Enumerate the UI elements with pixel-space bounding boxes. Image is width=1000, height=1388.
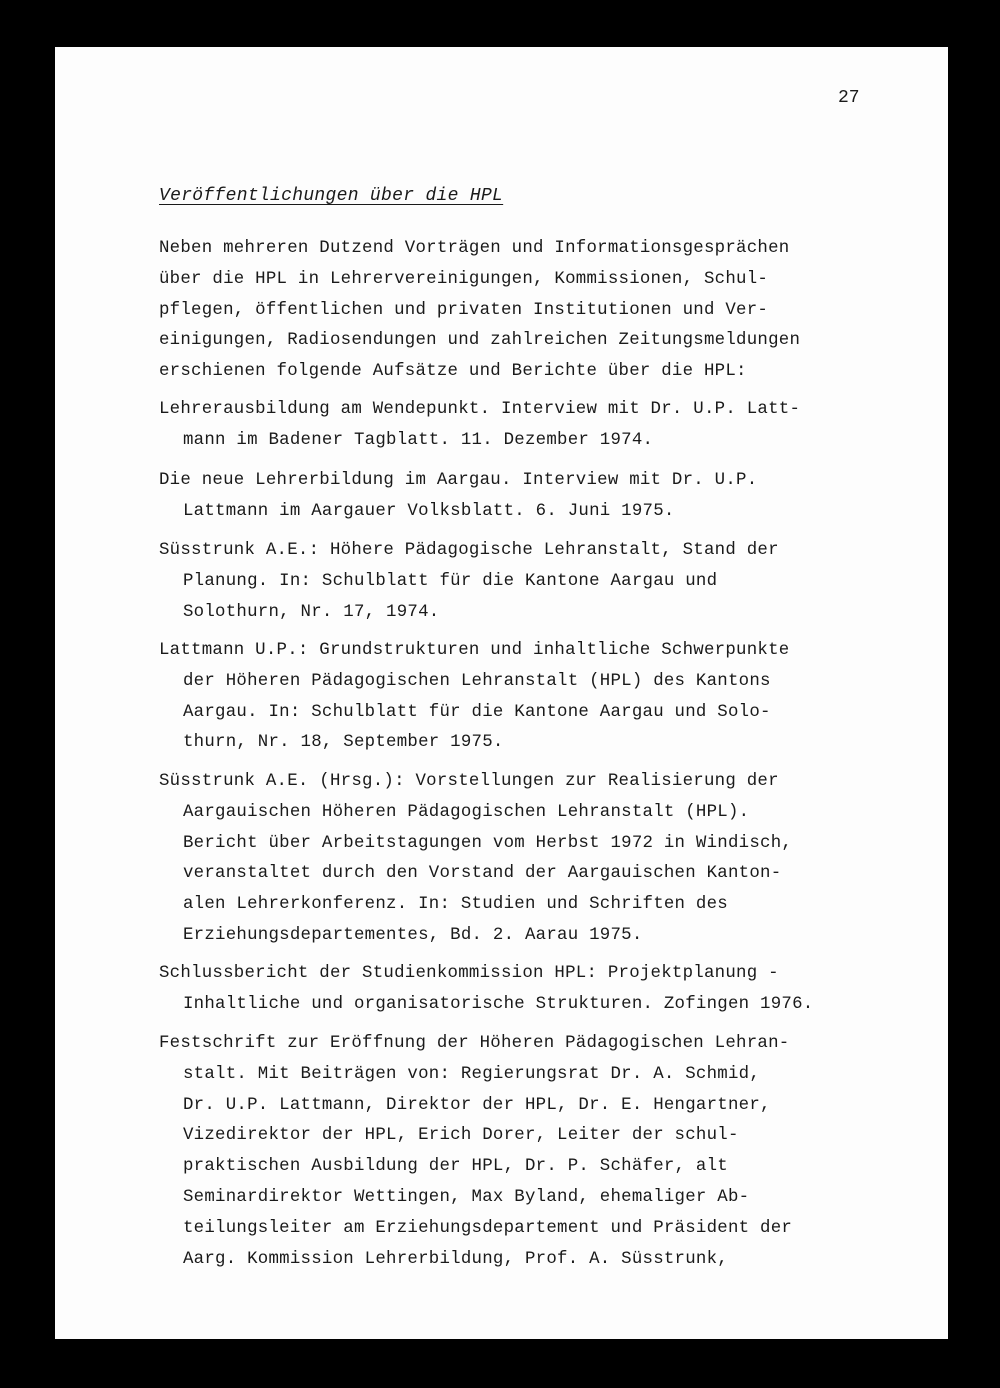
reference-line: alen Lehrerkonferenz. In: Studien und Schriften des xyxy=(183,895,728,915)
reference-line: Schlussbericht der Studienkommission HPL: Projektplanung - xyxy=(159,964,779,983)
reference-entry xyxy=(159,767,879,952)
reference-line: Aarg. Kommission Lehrerbildung, Prof. A. Süsstrunk, xyxy=(183,1249,728,1269)
reference-entry xyxy=(159,636,879,759)
reference-line: Vizedirektor der HPL, Erich Dorer, Leiter der schul- xyxy=(183,1126,739,1146)
page-number: 27 xyxy=(838,88,860,108)
intro-line: pflegen, öffentlichen und privaten Institutionen und Ver- xyxy=(159,300,769,320)
reference-line: stalt. Mit Beiträgen von: Regierungsrat Dr. A. Schmid, xyxy=(183,1064,761,1084)
reference-line: Planung. In: Schulblatt für die Kantone Aargau und xyxy=(183,571,718,591)
reference-entry xyxy=(159,959,879,1021)
reference-line: Süsstrunk A.E.: Höhere Pädagogische Lehranstalt, Stand der xyxy=(159,541,779,560)
reference-line: Solothurn, Nr. 17, 1974. xyxy=(183,602,440,622)
reference-line: der Höheren Pädagogischen Lehranstalt (HPL) des Kantons xyxy=(183,671,771,691)
reference-entry xyxy=(159,1029,879,1275)
reference-line: Seminardirektor Wettingen, Max Byland, ehemaliger Ab- xyxy=(183,1187,750,1207)
reference-line: veranstaltet durch den Vorstand der Aargauischen Kanton- xyxy=(183,864,782,884)
reference-line: Süsstrunk A.E. (Hrsg.): Vorstellungen zur Realisierung der xyxy=(159,772,779,791)
reference-line: Festschrift zur Eröffnung der Höheren Pädagogischen Lehran- xyxy=(159,1034,790,1053)
reference-entry xyxy=(159,466,879,528)
reference-line: Dr. U.P. Lattmann, Direktor der HPL, Dr. E. Hengartner, xyxy=(183,1095,771,1115)
reference-line: mann im Badener Tagblatt. 11. Dezember 1974. xyxy=(183,430,654,450)
intro-paragraph xyxy=(159,234,879,388)
reference-line: thurn, Nr. 18, September 1975. xyxy=(183,733,504,753)
reference-line: Die neue Lehrerbildung im Aargau. Interview mit Dr. U.P. xyxy=(159,471,758,490)
scan-margin-mark xyxy=(44,955,47,985)
reference-entry xyxy=(159,395,879,457)
intro-line: Neben mehreren Dutzend Vorträgen und Informationsgesprächen xyxy=(159,239,790,258)
reference-line: Lattmann im Aargauer Volksblatt. 6. Juni 1975. xyxy=(183,501,675,521)
intro-line: einigungen, Radiosendungen und zahlreichen Zeitungsmeldungen xyxy=(159,331,801,351)
reference-line: Aargau. In: Schulblatt für die Kantone Aargau und Solo- xyxy=(183,702,771,722)
reference-entry xyxy=(159,536,879,628)
reference-line: praktischen Ausbildung der HPL, Dr. P. Schäfer, alt xyxy=(183,1157,728,1177)
reference-line: Inhaltliche und organisatorische Strukturen. Zofingen 1976. xyxy=(183,994,814,1014)
reference-line: Lattmann U.P.: Grundstrukturen und inhaltliche Schwerpunkte xyxy=(159,641,790,660)
reference-line: teilungsleiter am Erziehungsdepartement und Präsident der xyxy=(183,1218,793,1238)
intro-line: über die HPL in Lehrervereinigungen, Kommissionen, Schul- xyxy=(159,269,769,289)
reference-line: Lehrerausbildung am Wendepunkt. Interview mit Dr. U.P. Latt- xyxy=(159,400,801,419)
reference-line: Erziehungsdepartementes, Bd. 2. Aarau 1975. xyxy=(183,925,643,945)
section-heading: Veröffentlichungen über die HPL xyxy=(159,186,504,206)
reference-line: Aargauischen Höheren Pädagogischen Lehranstalt (HPL). xyxy=(183,802,750,822)
intro-line: erschienen folgende Aufsätze und Berichte über die HPL: xyxy=(159,362,747,382)
reference-line: Bericht über Arbeitstagungen vom Herbst 1972 in Windisch, xyxy=(183,833,793,853)
